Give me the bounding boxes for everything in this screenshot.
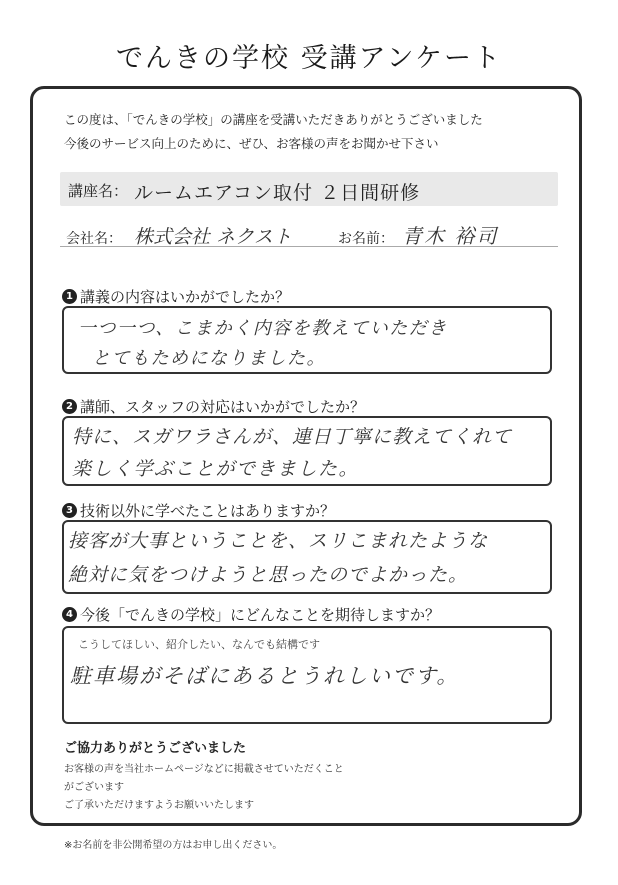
question-1 [62,286,290,307]
company-label: 会社名： [66,231,122,247]
course-label: 講座名： [68,182,129,200]
name-label: お名前： [338,231,394,247]
question-2 [62,396,365,417]
answer-2-line-1: 特に、スガワラさんが、連日丁寧に教えてくれて [72,426,513,448]
answer-3-line-2: 絶対に気をつけようと思ったのでよかった。 [68,564,469,586]
question-3 [62,500,335,521]
note-line-1: お客様の声を当社ホームページなどに掲載させていただくこと [64,764,344,775]
answer-2-line-2: 楽しく学ぶことができました。 [72,458,360,480]
intro-line-2: 今後のサービス向上のために、ぜひ、お客様の声をお聞かせ下さい [64,136,439,151]
note-line-2: がございます [64,782,124,793]
question-1-text: 講義の内容はいかがでしたか？ [80,288,291,306]
note-line-3: ご了承いただけますようお願いいたします [64,800,254,811]
company-value: 株式会社 ネクスト [134,226,292,248]
number-4-icon: 4 [62,607,77,622]
question-3-text: 技術以外に学べたことはありますか？ [80,502,336,520]
name-value: 青木 裕司 [402,224,499,248]
answer-1-line-1: 一つ一つ、こまかく内容を教えていただき [78,318,448,339]
number-1-icon: 1 [62,289,77,304]
answer-4-hint: こうしてほしい、紹介したい、なんでも結構です [78,638,320,651]
number-3-icon: 3 [62,503,77,518]
privacy-footnote: ※お名前を非公開希望の方はお申し出ください。 [64,840,283,851]
answer-1-line-2: とてもためになりました。 [92,348,326,369]
course-name: ルームエアコン取付 ２日間研修 [134,182,421,204]
question-2-text: 講師、スタッフの対応はいかがでしたか？ [80,398,366,416]
question-4 [62,604,440,625]
answer-4-line-1: 駐車場がそばにあるとうれしいです。 [70,664,460,688]
answer-3-line-1: 接客が大事ということを、スリこまれたような [68,530,489,552]
thanks-heading: ご協力ありがとうございました [64,741,247,756]
survey-title: でんきの学校 受講アンケート [116,43,502,74]
number-2-icon: 2 [62,399,77,414]
question-4-text: 今後「でんきの学校」にどんなことを期待しますか？ [80,606,441,624]
intro-line-1: この度は、「でんきの学校」の講座を受講いただきありがとうございました [64,112,483,127]
